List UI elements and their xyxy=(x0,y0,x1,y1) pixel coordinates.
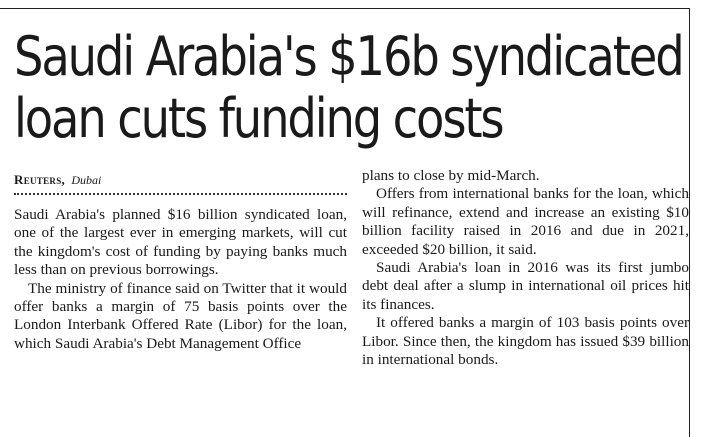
article-column-1 xyxy=(14,206,347,353)
article-column-2 xyxy=(362,167,689,369)
byline-place: Dubai xyxy=(71,173,102,187)
byline xyxy=(14,172,101,188)
dotted-divider xyxy=(14,193,347,195)
paragraph: It offered banks a margin of 103 basis points over Libor. Since then, the kingdom has issued $39 billion in international bonds. xyxy=(362,314,689,369)
byline-agency: Reuters, xyxy=(14,172,66,187)
paragraph-continuation: plans to close by mid-March. xyxy=(362,167,540,184)
paragraph: Saudi Arabia's planned $16 billion syndicated loan, one of the largest ever in emerging markets, will cut the kingdom's cost of funding by paying banks much less than on previous borrowings. xyxy=(14,206,347,279)
paragraph: Offers from international banks for the loan, which will refinance, extend and increase an existing $10 billion facility raised in 2016 and due in 2021, exceeded $20 billion, it said. xyxy=(362,185,689,258)
headline xyxy=(14,25,683,150)
headline-line-2: loan cuts funding costs xyxy=(14,87,503,150)
paragraph: Saudi Arabia's loan in 2016 was its first jumbo debt deal after a slump in international oil prices hit its finances. xyxy=(362,259,689,313)
headline-line-1: Saudi Arabia's $16b syndicated xyxy=(14,25,683,88)
top-border-rule xyxy=(0,8,690,9)
paragraph: The ministry of finance said on Twitter that it would offer banks a margin of 75 basis points over the London Interbank Offered Rate (Libor) for the loan, which Saudi Arabia's Debt Management Office xyxy=(14,279,347,352)
column-border-rule xyxy=(689,8,690,437)
